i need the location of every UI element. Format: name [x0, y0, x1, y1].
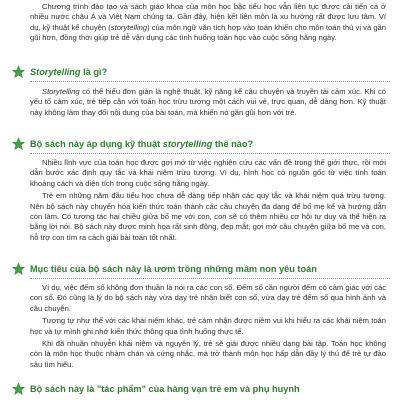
section-body: [0, 283, 400, 370]
section-paragraph: [0, 339, 400, 370]
heading-part: Bộ sách này áp dụng kỹ thuật: [30, 139, 163, 149]
heading-part: storytelling: [162, 139, 213, 149]
intro-text-em: storytelling: [110, 22, 148, 32]
heading-part: Mục tiêu của bộ sách này là ươm trồng những mầm non yêu toán: [30, 264, 317, 274]
paragraph-text: Trẻ em những năm đầu tiểu học chưa dễ dàng tiếp nhận các quy tắc và khái niệm quá trừu tượng. Nên bộ sách này chuyển hóa kiến thức toán thành các câu chuyện đa dạng để bố mẹ kể và hướng dẫn con làm. Có tương tác hai chiều giữa bố mẹ với con, con sẽ có thêm nhiều cơ hội tự duy và thể hiện ra bằng lời nói. Bộ sách này được minh họa rất sinh động, đẹp mắt, gợi mở câu chuyện giữa bố mẹ và con, hỗ trợ con tìm ra cách giải bài toán tốt nhất.: [30, 191, 386, 242]
paragraph-text: Nhiều lĩnh vực của toán học được gợi mở từ việc nghiên cứu các vấn đề trong thế giới thực, rồi mới dẫn bước xác định quy tắc và khái niệm trừu tượng. Ví dụ, hình học có nguồn gốc từ việc tính toán khoảng cách và diện tích trong cuộc sống hằng ngày.: [30, 158, 386, 188]
section-paragraph: [0, 191, 400, 243]
star-icon: [11, 65, 26, 79]
section-paragraph: [0, 316, 400, 337]
paragraph-text: có thể hiểu đơn giản là nghệ thuật, kỹ năng kể câu chuyện và truyền tải cảm xúc. Khi có yếu tố cảm xúc, trẻ tiếp cận với toán học trừu tượng một cách vui vẻ, trực quan, dễ dàng hơn. Kỹ thuật này không làm thay đổi nội dung của bài toán, mà khiến nó gần gũi hơn với trẻ.: [30, 87, 386, 117]
heading-part: Storytelling: [30, 67, 81, 77]
heading-part: là gì?: [80, 67, 108, 77]
section-paragraph: [0, 283, 400, 314]
section-heading-authors: [0, 379, 400, 399]
section-paragraph: [0, 87, 400, 118]
intro-paragraph: [0, 2, 400, 44]
section-heading-goal: [0, 259, 400, 279]
section-heading-how-applied: [0, 134, 400, 154]
paragraph-text: Tương tự như thế với các khái niệm khác, trẻ cảm nhận được niềm vui khi hiểu ra các khái niệm toán học và tự mình ghi nhớ kiến thức thông qua tình huống thực tế.: [30, 316, 386, 336]
intro-text-after: ) của môn ngữ văn tích hợp vào toán khiến cho môn toán thú vị và gần gũi hơn, đồng thời giúp trẻ dễ vận dụng các tình huống toán học vào cuộc sống hằng ngày.: [30, 22, 386, 43]
paragraph-em-text: Storytelling: [42, 87, 80, 96]
star-icon: [11, 137, 26, 151]
section-body: [0, 158, 400, 243]
heading-part: Bộ sách này là "tác phẩm" của hàng vạn trẻ em và phụ huynh: [30, 384, 300, 394]
heading-part: thế nào?: [212, 139, 254, 149]
paragraph-text: Ví dụ, việc đếm số không đơn thuần là nói ra các con số. Đếm số cần người đếm có cảm giác với các con số. Đó cũng là lý do bộ sách này vừa dạy trẻ nhận biết con số, vừa dạy trẻ đếm số qua hình ảnh và câu chuyện.: [30, 283, 386, 313]
section-paragraph: [0, 158, 400, 189]
star-icon: [11, 262, 26, 276]
paragraph-text: Khi đã nhuần nhuyễn khái niệm và nguyên lý, trẻ sẽ giải được nhiều dạng bài tập. Toán học không còn là môn học thuộc nhàm chán và cứng nhắc, mà trở thành môn học hấp dẫn đầy lý thú để trẻ tự đào sâu tìm hiểu.: [30, 339, 386, 369]
section-heading-storytelling: [0, 62, 400, 82]
heading-divider: [30, 81, 390, 82]
heading-divider: [30, 153, 390, 154]
star-icon: [11, 382, 26, 396]
heading-divider: [30, 278, 390, 279]
intro-text-before: Chương trình đào tạo và sách giáo khoa của môn học bậc tiểu học vẫn liên tục được cải tiến cả ở nhiều nước châu Á và Việt Nam chúng ta. Gần đây, hiện kết liên môn là xu hướng rất được lưu tâm. Ví dụ, kỹ thuật kể chuyện (: [30, 2, 386, 32]
